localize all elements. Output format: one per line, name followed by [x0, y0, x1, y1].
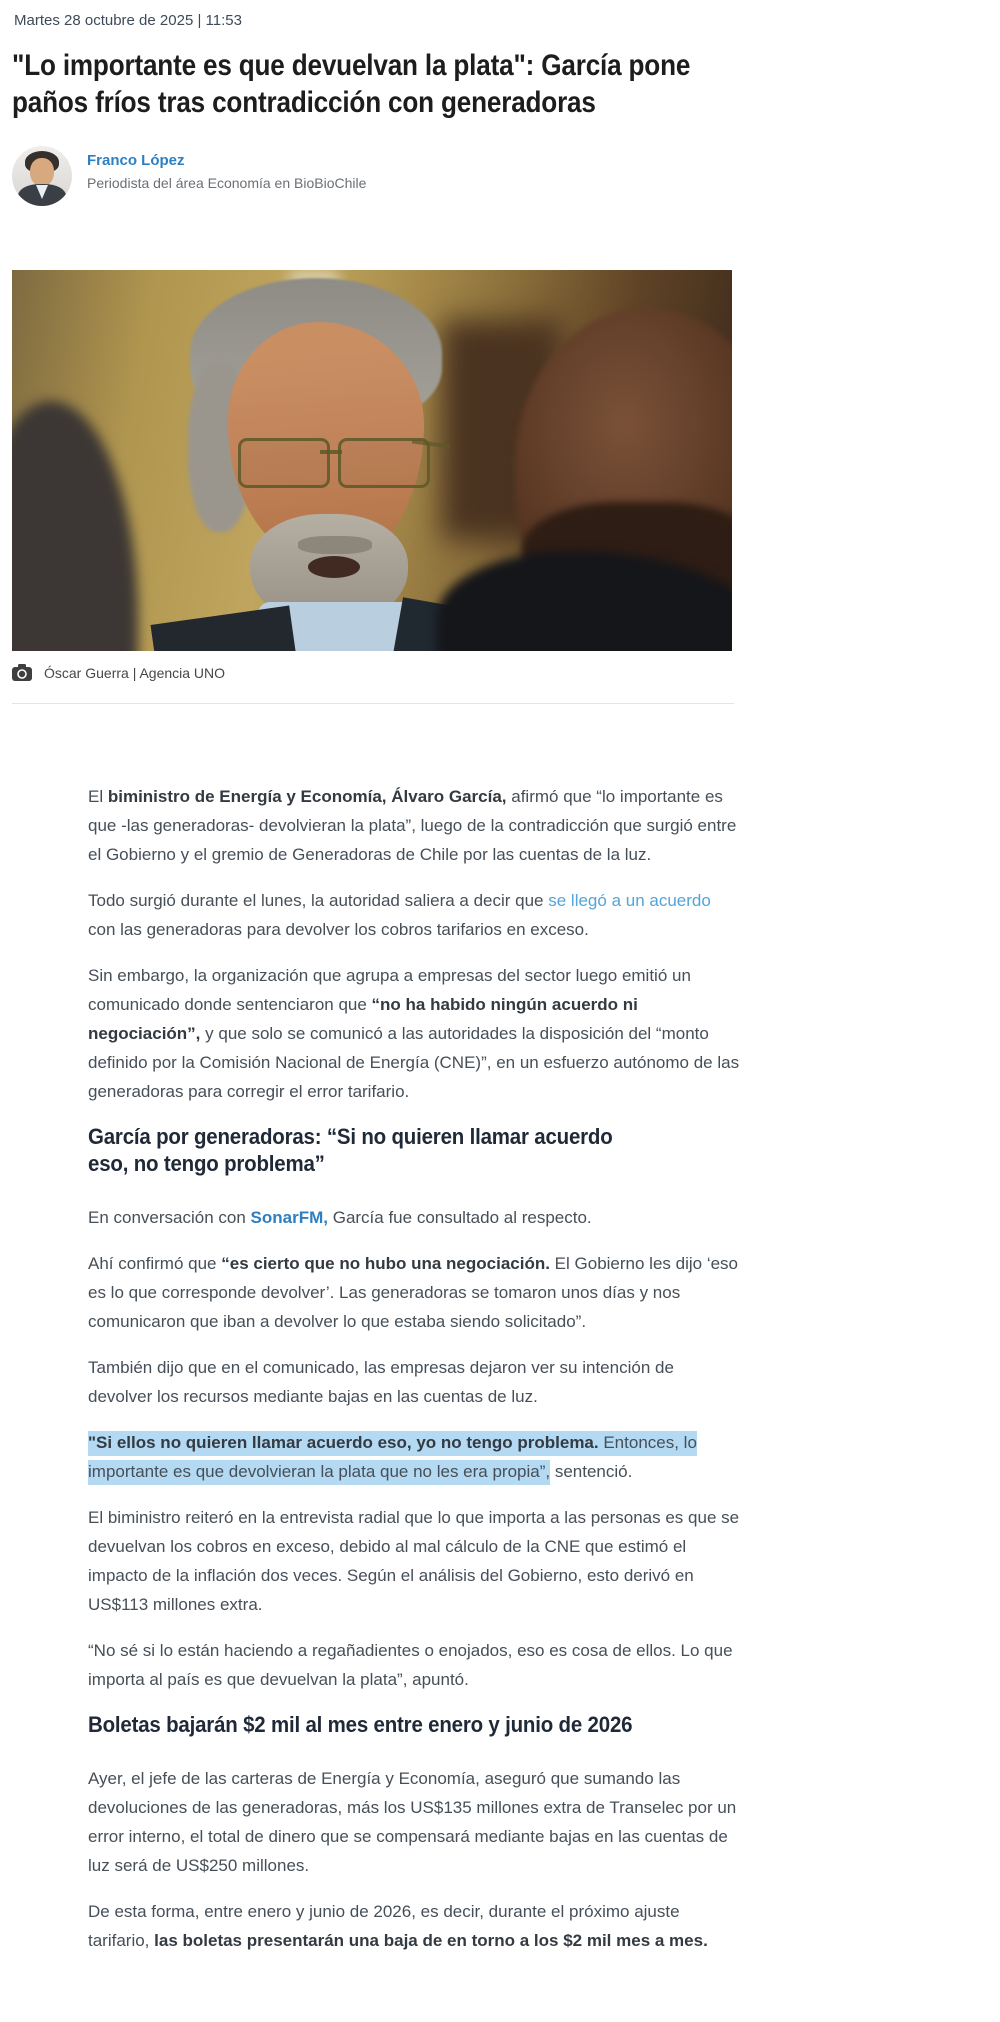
photo-left-silhouette	[12, 401, 138, 651]
photo-glasses-left-lens	[238, 438, 330, 488]
text-segment: las boletas presentarán una baja de en torno a los $2 mil mes a mes.	[154, 1931, 708, 1950]
article-paragraph	[88, 961, 740, 1106]
page-title: "Lo importante es que devuelvan la plata": García pone paños fríos tras contradicción con generadoras	[12, 49, 691, 119]
publish-date: Martes 28 octubre de 2025 | 11:53	[14, 12, 242, 29]
text-segment: y que solo se comunicó a las autoridades la disposición del “monto definido por la Comisión Nacional de Energía (CNE)”, en un esfuerzo autónomo de las generadoras para corregir el error tarifario.	[88, 1024, 740, 1101]
article-paragraph	[88, 1503, 740, 1619]
avatar-face	[30, 158, 54, 186]
text-segment: afirmó que “lo importante es que -las generadoras- devolvieran la plata”, luego de la contradicción que surgió entre el Gobierno y el gremio de Generadoras de Chile por las cuentas de la luz.	[88, 787, 737, 864]
photo-caption	[12, 664, 768, 681]
article-paragraph	[88, 1203, 740, 1232]
text-segment: con las generadoras para devolver los cobros tarifarios en exceso.	[88, 920, 589, 939]
author-block	[12, 146, 768, 206]
photo-glasses-right-lens	[338, 438, 430, 488]
text-segment: “es cierto que no hubo una negociación.	[221, 1254, 550, 1273]
section-heading: García por generadoras: “Si no quieren llamar acuerdo eso, no tengo problema”	[88, 1124, 613, 1176]
text-segment: El Gobierno les dijo ‘eso es lo que corresponde devolver’. Las generadoras se tomaron unos días y nos comunicaron que iban a devolver lo que estaba siendo solicitado”.	[88, 1254, 738, 1331]
text-segment: De esta forma, entre enero y junio de 2026, es decir, durante el próximo ajuste tarifario,	[88, 1902, 680, 1950]
text-segment: En conversación con	[88, 1208, 251, 1227]
text-segment: El biministro reiteró en la entrevista radial que lo que importa a las personas es que se devuelvan los cobros en exceso, debido al mal cálculo de la CNE que estimó el impacto de la inflación dos veces. Según el análisis del Gobierno, esto derivó en US$113 millones extra.	[88, 1508, 740, 1614]
inline-link[interactable]: se llegó a un acuerdo	[548, 891, 711, 910]
text-segment: Ahí confirmó que	[88, 1254, 222, 1273]
text-segment: Ayer, el jefe de las carteras de Energía y Economía, aseguró que sumando las devoluciones de las generadoras, más los US$135 millones extra de Transelec por un error interno, el total de dinero que se compensará mediante bajas en las cuentas de luz será de US$250 millones.	[88, 1769, 737, 1875]
photo-credit: Óscar Guerra | Agencia UNO	[44, 664, 226, 681]
article-photo	[12, 270, 732, 651]
text-segment: El	[88, 787, 108, 806]
author-name-link[interactable]: Franco López	[87, 152, 185, 169]
text-segment: Entonces, lo importante es que devolvieran la plata que no les era propia”,	[88, 1431, 697, 1485]
text-segment: "Si ellos no quieren llamar acuerdo eso, yo no tengo problema.	[88, 1431, 599, 1456]
text-segment: También dijo que en el comunicado, las empresas dejaron ver su intención de devolver los recursos mediante bajas en las cuentas de luz.	[88, 1358, 674, 1406]
text-segment: García fue consultado al respecto.	[328, 1208, 592, 1227]
photo-subject-mustache	[298, 536, 372, 554]
text-segment: “no ha habido ningún acuerdo ni negociación”,	[88, 995, 638, 1043]
author-avatar	[12, 146, 72, 206]
photo-glasses-bridge	[320, 450, 342, 454]
text-segment: Todo surgió durante el lunes, la autoridad saliera a decir que	[88, 891, 549, 910]
article-paragraph	[88, 1636, 740, 1694]
text-segment: sentenció.	[550, 1462, 633, 1481]
photo-subject-jacket-left	[151, 606, 298, 651]
article-paragraph	[88, 1249, 740, 1336]
text-segment: Sin embargo, la organización que agrupa a empresas del sector luego emitió un comunicado donde sentenciaron que	[88, 966, 691, 1014]
photo-subject-mouth	[308, 556, 360, 578]
article-paragraph	[88, 782, 740, 869]
article-paragraph	[88, 1428, 740, 1486]
article-body	[88, 704, 740, 1955]
author-text	[87, 146, 366, 191]
author-role: Periodista del área Economía en BioBioChile	[87, 175, 367, 191]
camera-icon	[12, 664, 32, 681]
article-paragraph	[88, 1353, 740, 1411]
article-paragraph	[88, 886, 740, 944]
inline-link[interactable]: SonarFM,	[250, 1208, 328, 1227]
section-heading: Boletas bajarán $2 mil al mes entre enero y junio de 2026	[88, 1712, 633, 1737]
text-segment: “No sé si lo están haciendo a regañadientes o enojados, eso es cosa de ellos. Lo que importa al país es que devuelvan la plata”, apuntó.	[88, 1641, 733, 1689]
article-paragraph	[88, 1897, 740, 1955]
article-paragraph	[88, 1764, 740, 1880]
text-segment: biministro de Energía y Economía, Álvaro García,	[107, 787, 507, 806]
